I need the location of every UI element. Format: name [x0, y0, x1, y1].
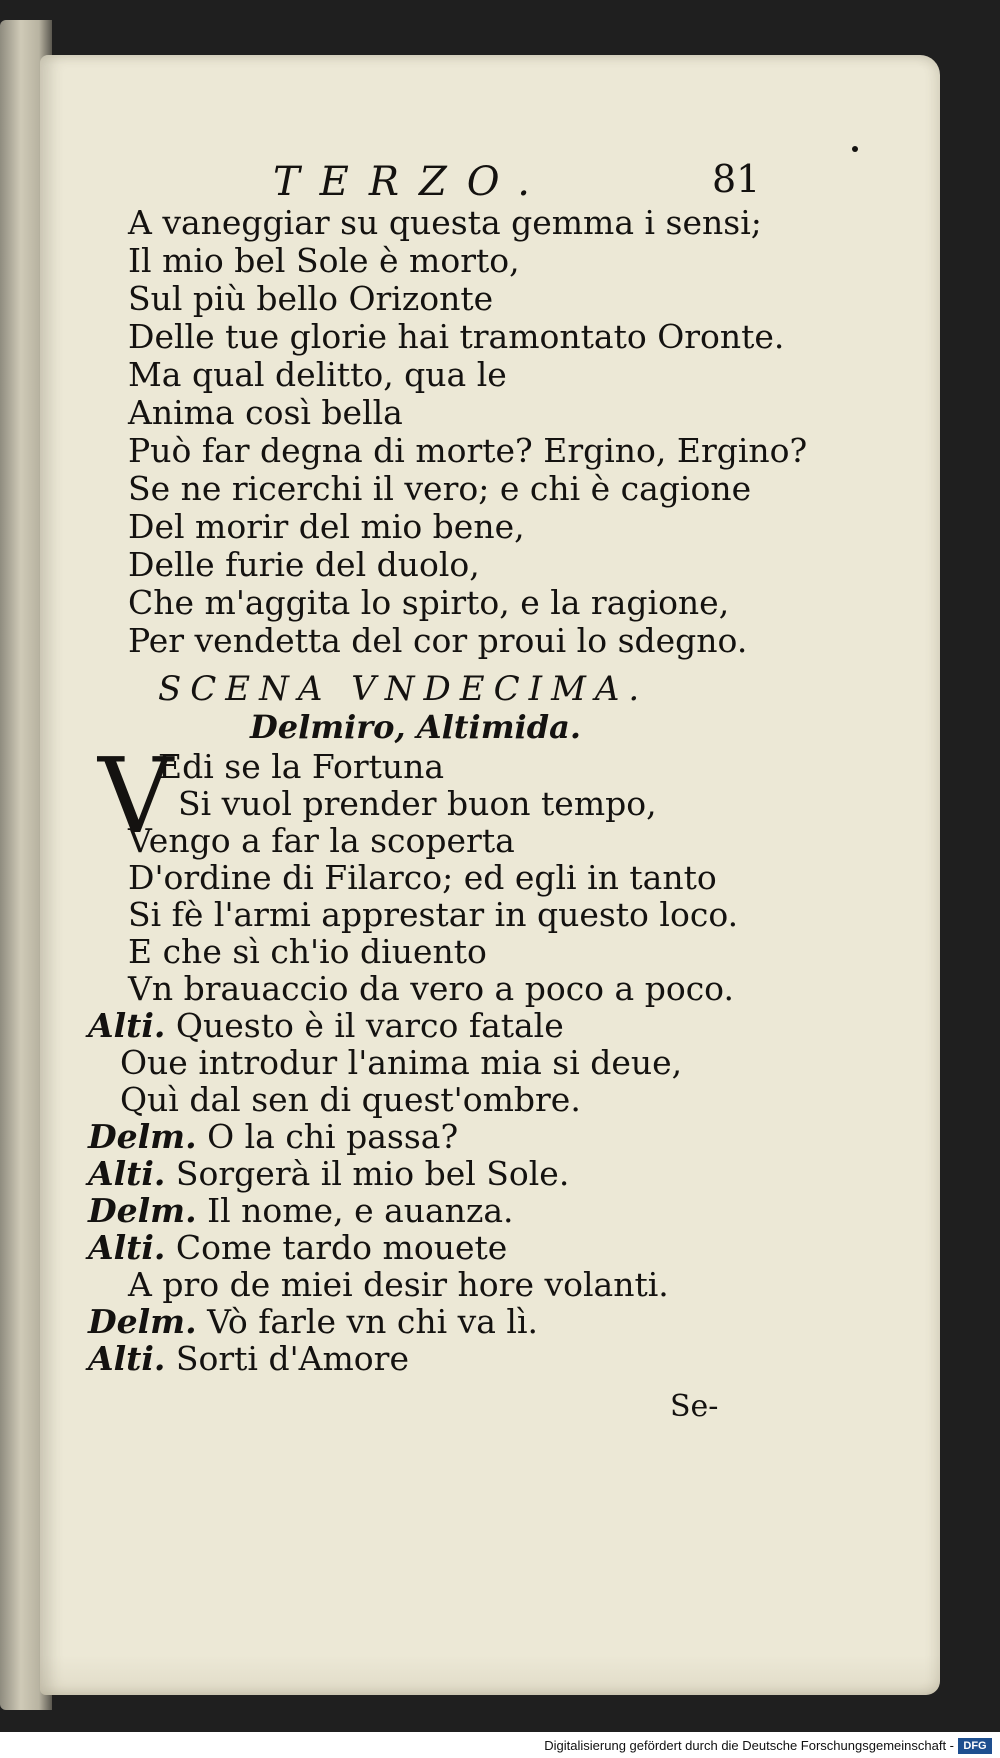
scene-characters: Delmiro, Altimida. — [250, 708, 581, 746]
verse-text: Vengo a far la scoperta — [128, 821, 515, 860]
verse-text: Questo è il varco fatale — [175, 1006, 564, 1045]
verse-line — [88, 1228, 508, 1267]
verse-text: Sorgerà il mio bel Sole. — [175, 1154, 570, 1193]
footer-bar — [0, 1732, 1000, 1758]
verse-line: Per vendetta del cor proui lo sdegno. — [128, 621, 748, 660]
verse-text: Come tardo mouete — [175, 1228, 508, 1267]
verse-line — [88, 1191, 514, 1230]
verse-line: A vaneggiar su questa gemma i sensi; — [128, 203, 762, 242]
verse-line — [120, 1043, 683, 1082]
verse-line — [128, 1265, 669, 1304]
verse-text: O la chi passa? — [207, 1117, 459, 1156]
verse-line — [120, 1080, 581, 1119]
running-title: TERZO. — [273, 159, 550, 205]
verse-line — [88, 1339, 409, 1378]
verse-text: Vn brauaccio da vero a poco a poco. — [128, 969, 734, 1008]
speaker-label: Delm. — [88, 1117, 197, 1156]
verse-line — [128, 858, 717, 897]
page-number: 81 — [712, 157, 761, 201]
verse-line: Anima così bella — [128, 393, 403, 432]
verse-line: Sul più bello Orizonte — [128, 279, 494, 318]
verse-line: Delle furie del duolo, — [128, 545, 480, 584]
verse-line: Del morir del mio bene, — [128, 507, 525, 546]
verse-text: Quì dal sen di quest'ombre. — [120, 1080, 581, 1119]
verse-line: Delle tue glorie hai tramontato Oronte. — [128, 317, 785, 356]
speaker-label: Alti. — [88, 1339, 166, 1378]
verse-line: Se ne ricerchi il vero; e chi è cagione — [128, 469, 752, 508]
verse-text: E che sì ch'io diuento — [128, 932, 487, 971]
verse-line — [88, 1117, 459, 1156]
scene-title: SCENA VNDECIMA. — [158, 669, 649, 709]
verse-line — [128, 932, 487, 971]
speaker-label: Alti. — [88, 1006, 166, 1045]
speaker-label: Delm. — [88, 1302, 197, 1341]
verse-text: Si vuol prender buon tempo, — [178, 784, 657, 823]
verse-text: Oue introdur l'anima mia si deue, — [120, 1043, 683, 1082]
verse-text: A pro de miei desir hore volanti. — [128, 1265, 669, 1304]
verse-line — [88, 1302, 539, 1341]
verse-line: Il mio bel Sole è morto, — [128, 241, 520, 280]
verse-line — [128, 895, 739, 934]
verse-text: D'ordine di Filarco; ed egli in tanto — [128, 858, 717, 897]
verse-line — [178, 784, 657, 823]
verse-line — [88, 1006, 564, 1045]
verse-line — [128, 821, 515, 860]
verse-text: Sorti d'Amore — [175, 1339, 409, 1378]
verse-line — [128, 969, 734, 1008]
verse-line — [88, 1154, 570, 1193]
verse-line: Ma qual delitto, qua le — [128, 355, 507, 394]
verse-text: Si fè l'armi apprestar in questo loco. — [128, 895, 739, 934]
speaker-label: Alti. — [88, 1228, 166, 1267]
verse-text: Vò farle vn chi va lì. — [207, 1302, 539, 1341]
verse-line — [158, 747, 445, 786]
dfg-logo: DFG — [958, 1738, 992, 1754]
verse-line: Può far degna di morte? Ergino, Ergino? — [128, 431, 808, 470]
ink-dot — [852, 146, 858, 152]
speaker-label: Delm. — [88, 1191, 197, 1230]
verse-line: Che m'aggita lo spirto, e la ragione, — [128, 583, 730, 622]
verse-text: Edi se la Fortuna — [158, 747, 445, 786]
drop-cap: V — [98, 735, 174, 857]
speaker-label: Alti. — [88, 1154, 166, 1193]
verse-text: Il nome, e auanza. — [207, 1191, 514, 1230]
catchword: Se- — [670, 1389, 719, 1424]
footer-credit: Digitalisierung gefördert durch die Deutsche Forschungsgemeinschaft - — [544, 1738, 954, 1753]
